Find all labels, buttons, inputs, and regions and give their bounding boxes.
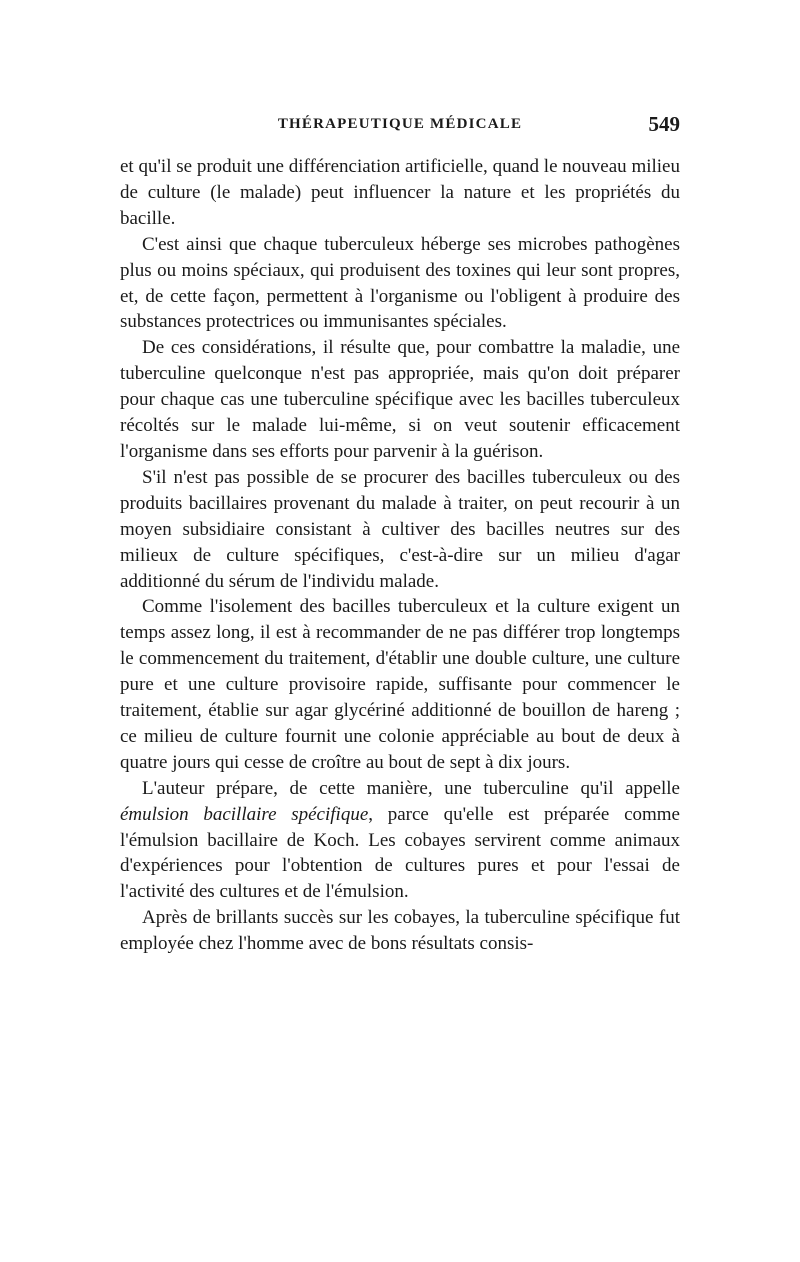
running-title: THÉRAPEUTIQUE MÉDICALE <box>277 116 523 132</box>
paragraph-6-italic-term: émulsion bacillaire spécifique <box>120 803 369 825</box>
book-page <box>120 110 680 957</box>
paragraph-7: Après de brillants succès sur les cobayes, la tuberculine spécifique fut employée chez l'homme avec de bons résultats consis- <box>120 907 680 955</box>
page-number: 549 <box>648 112 680 136</box>
paragraph-6 <box>120 776 680 906</box>
paragraph-5: Comme l'isolement des bacilles tuberculeux et la culture exigent un temps assez long, il est à recommander de ne pas différer trop longtemps le commencement du traitement, d'établir une double culture, une culture pure et une culture provisoire rapide, suffisante pour commencer le traitement, établie sur agar glycériné additionné de bouillon de hareng ; ce milieu de culture fournit une colonie appréciable au bout de deux à quatre jours qui cesse de croître au bout de sept à dix jours. <box>120 596 680 773</box>
paragraph-6-text-after: , parce qu'elle est préparée comme l'émulsion bacillaire de Koch. Les cobayes servirent comme animaux d'expériences pour l'obtention de cultures pures et pour l'essai de l'activité des cultures et de l'émulsion. <box>120 803 680 903</box>
paragraph-6-text-before: L'auteur prépare, de cette manière, une tuberculine qu'il appelle <box>142 777 680 799</box>
paragraph-4: S'il n'est pas possible de se procurer des bacilles tuberculeux ou des produits bacillaires provenant du malade à traiter, on peut recourir à un moyen subsidiaire consistant à cultiver des bacilles neutres sur des milieux de culture spécifiques, c'est-à-dire sur un milieu d'agar additionné du sérum de l'individu malade. <box>120 466 680 592</box>
paragraph-2: C'est ainsi que chaque tuberculeux héberge ses microbes pathogènes plus ou moins spéciaux, qui produisent des toxines qui leur sont propres, et, de cette façon, permettent à l'organisme ou l'obligent à produire des substances protectrices ou immunisantes spéciales. <box>120 233 680 333</box>
body-text <box>120 154 680 957</box>
paragraph-1: et qu'il se produit une différenciation artificielle, quand le nouveau milieu de culture (le malade) peut influencer la nature et les propriétés du bacille. <box>120 156 680 229</box>
paragraph-3: De ces considérations, il résulte que, pour combattre la maladie, une tuberculine quelconque n'est pas appropriée, mais qu'on doit préparer pour chaque cas une tuberculine spécifique avec les bacilles tuberculeux récoltés sur le malade lui-même, si on veut soutenir efficacement l'organisme dans ses efforts pour parvenir à la guérison. <box>120 337 680 462</box>
running-header <box>120 110 680 140</box>
